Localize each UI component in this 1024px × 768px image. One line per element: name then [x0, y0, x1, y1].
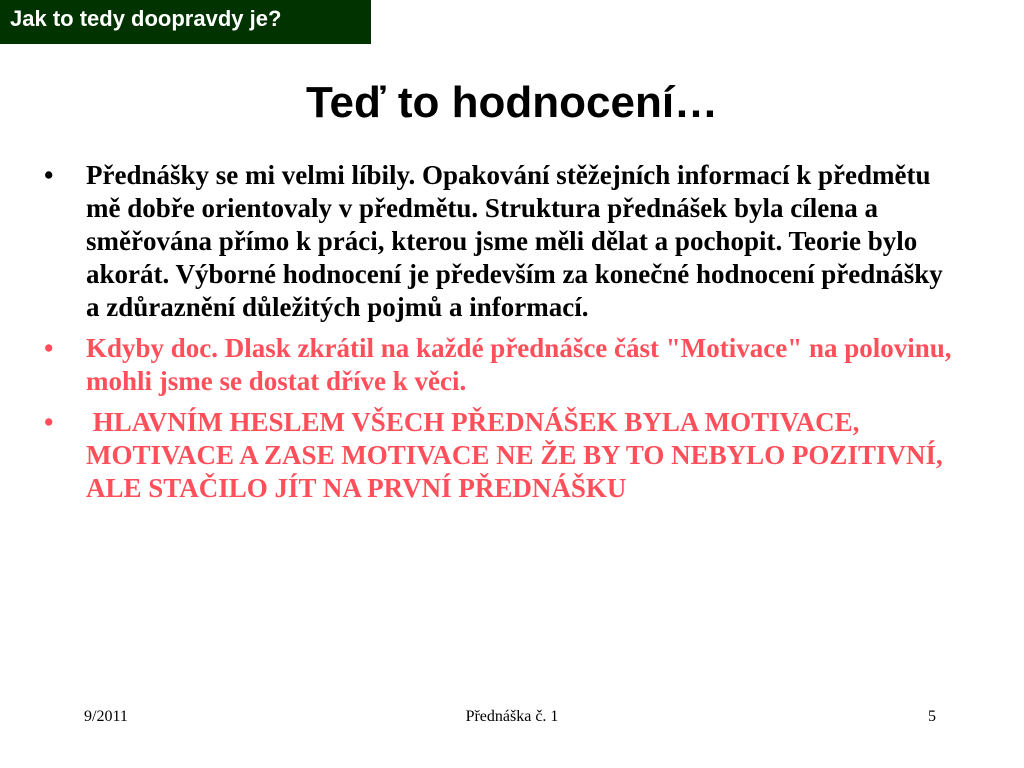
- bullet-dot-icon: •: [44, 160, 54, 190]
- footer-date: 9/2011: [84, 708, 128, 725]
- footer-page-number: 5: [928, 708, 936, 725]
- bullet-dot-icon: •: [44, 407, 54, 437]
- bullet-item-2: [40, 332, 960, 398]
- bullet-item-1: [40, 159, 960, 324]
- bullet-text-1: Přednášky se mi velmi líbily. Opakování stěžejních informací k předmětu mě dobře orientovaly v předmětu. Struktura přednášek byla cílena a směřována přímo k práci, kterou jsme měli dělat a pochopit. Teorie bylo akorát. Výborné hodnocení je především za konečné hodnocení přednášky a zdůraznění důležitých pojmů a informací.: [86, 160, 943, 322]
- section-tag: Jak to tedy doopravdy je?: [0, 0, 371, 44]
- slide-title: Teď to hodnocení…: [305, 78, 719, 127]
- bullet-list: [40, 159, 960, 513]
- bullet-text-2: Kdyby doc. Dlask zkrátil na každé přednášce část "Motivace" na polovinu, mohli jsme se dostat dříve k věci.: [86, 333, 952, 396]
- bullet-item-3: [40, 406, 960, 505]
- bullet-dot-icon: •: [44, 333, 54, 363]
- footer-lecture: Přednáška č. 1: [465, 708, 559, 725]
- bullet-text-3: HLAVNÍM HESLEM VŠECH PŘEDNÁŠEK BYLA MOTIVACE, MOTIVACE A ZASE MOTIVACE NE ŽE BY TO NEBYLO POZITIVNÍ, ALE STAČILO JÍT NA PRVNÍ PŘEDNÁŠKU: [86, 407, 948, 503]
